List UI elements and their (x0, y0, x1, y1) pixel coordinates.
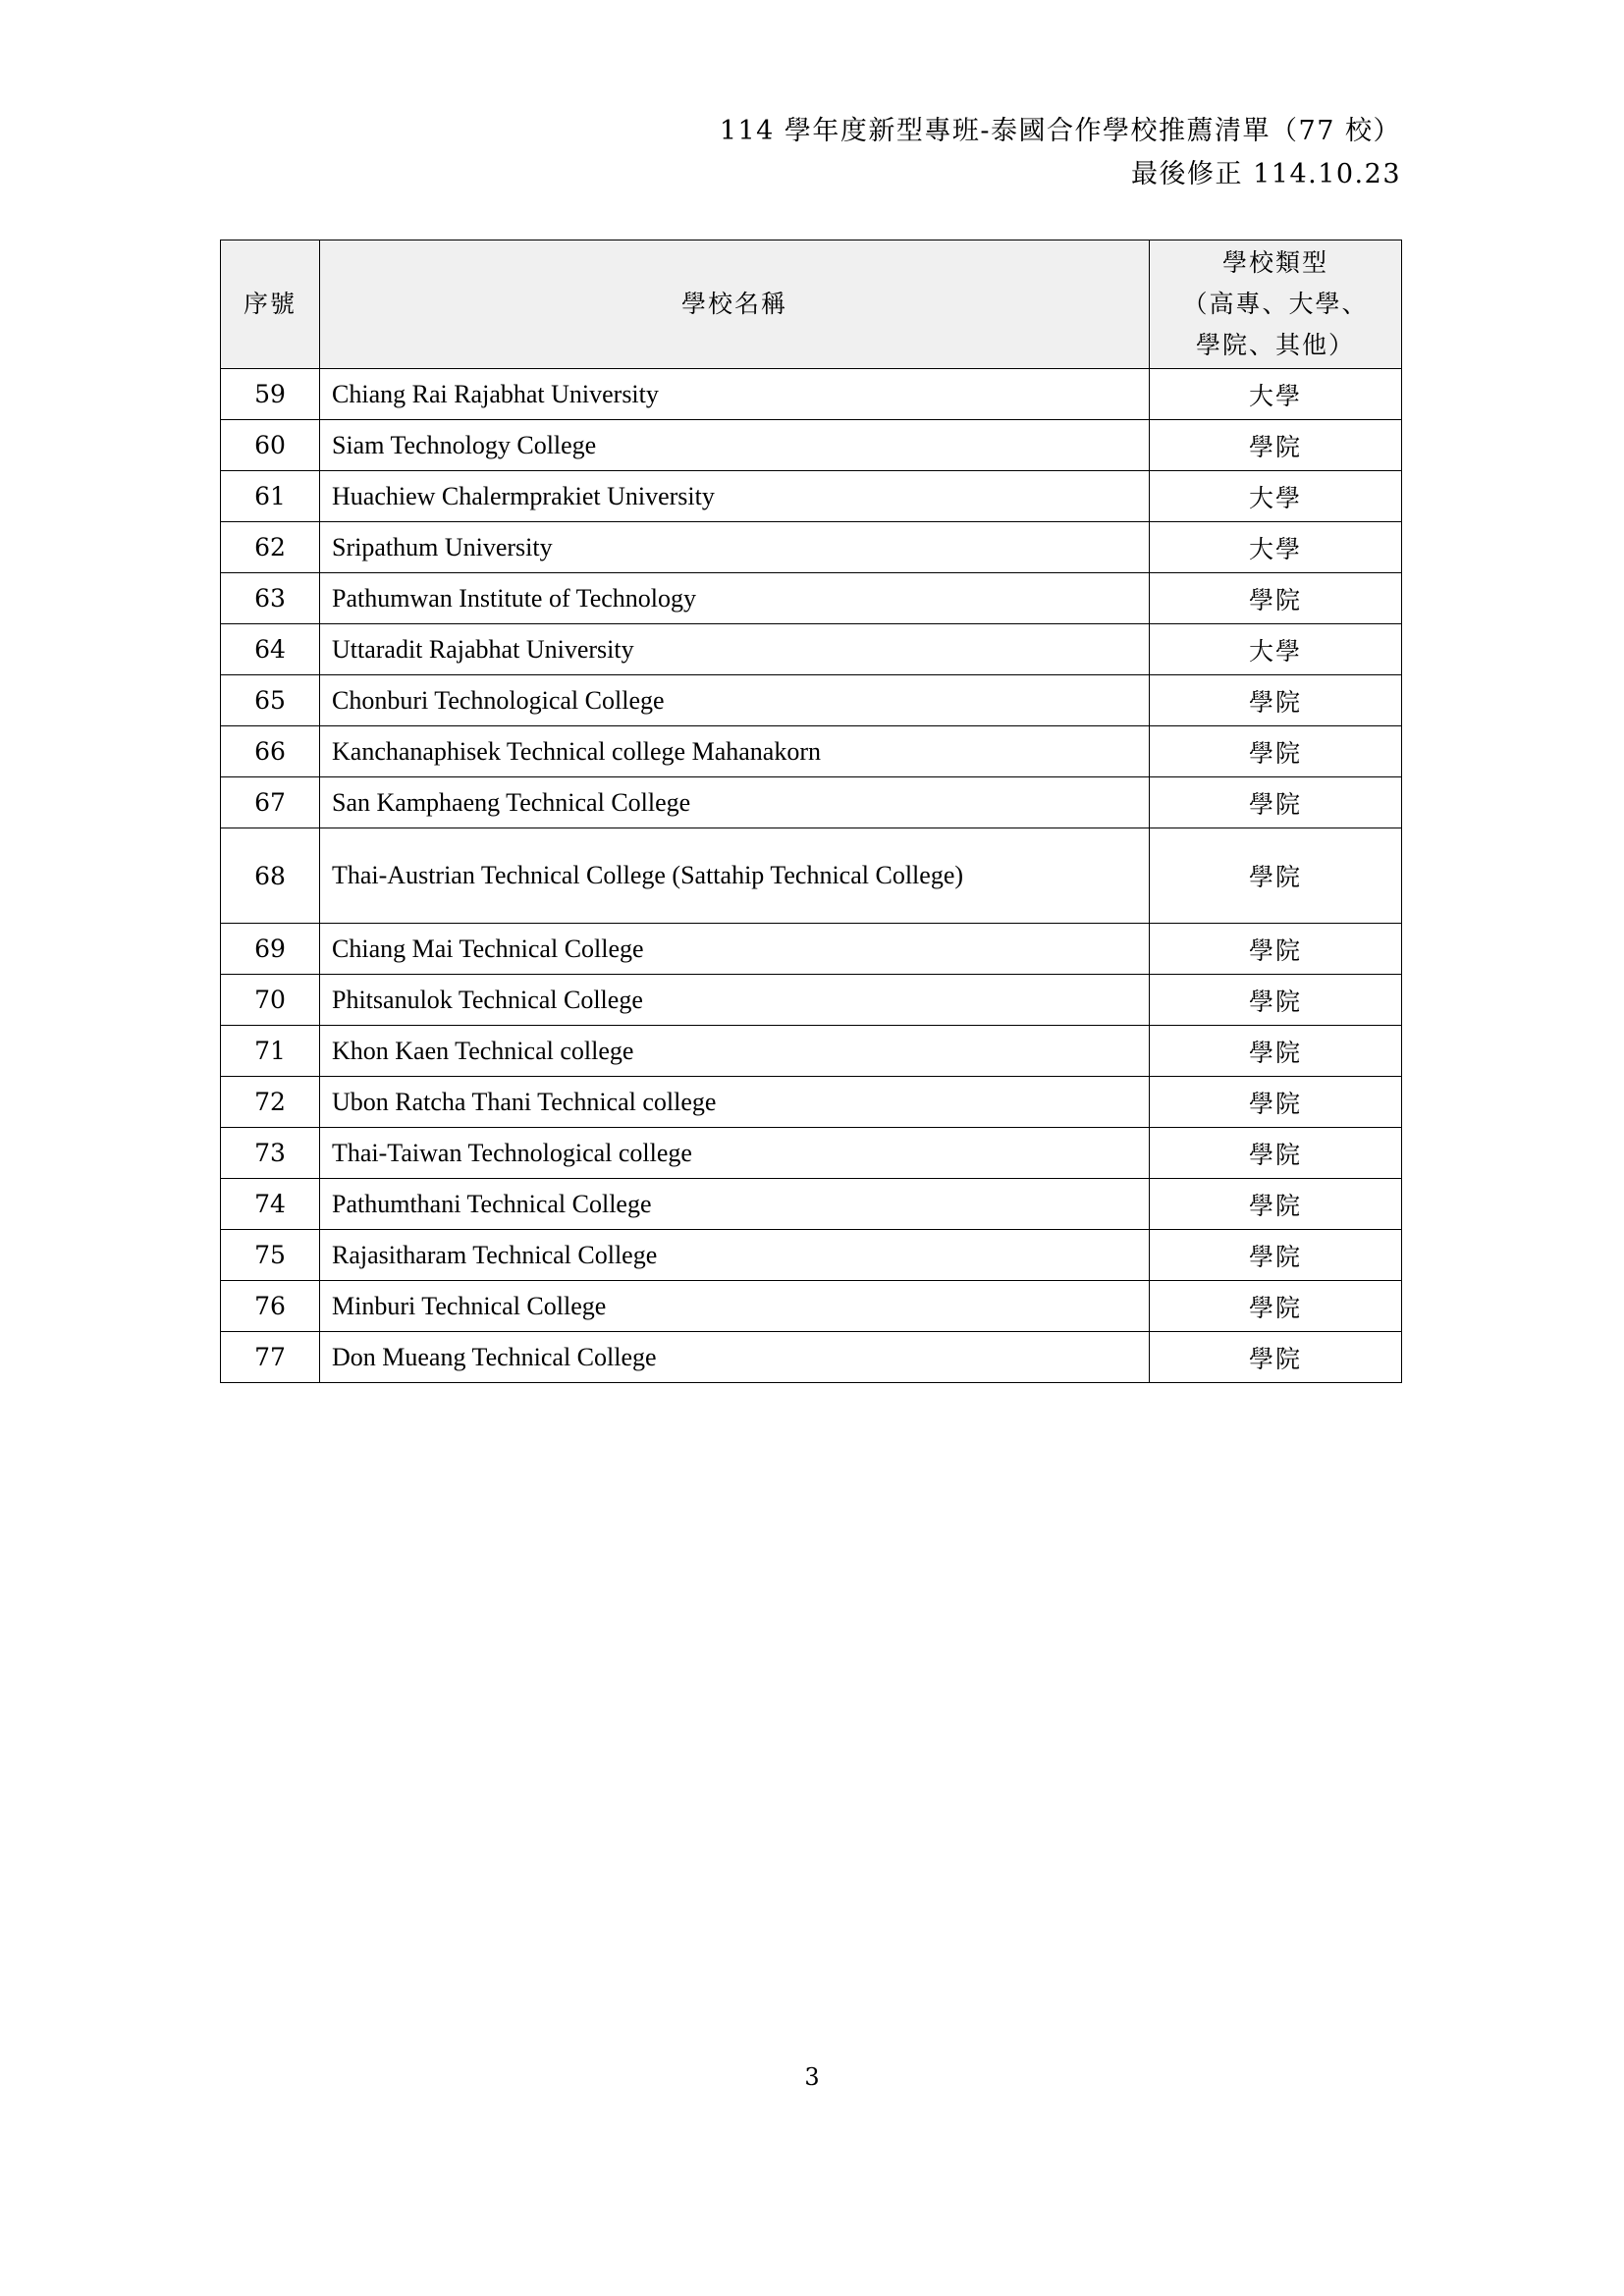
cell-row-number: 68 (221, 828, 320, 924)
table-row (221, 1179, 1402, 1230)
table-row (221, 828, 1402, 924)
cell-school-name: Pathumwan Institute of Technology (320, 573, 1150, 624)
header-revision-date: 最後修正 114.10.23 (1131, 159, 1401, 189)
cell-school-type: 學院 (1150, 1332, 1402, 1383)
cell-row-number: 75 (221, 1230, 320, 1281)
cell-row-number: 73 (221, 1128, 320, 1179)
cell-school-name: Khon Kaen Technical college (320, 1026, 1150, 1077)
cell-school-name: Chiang Mai Technical College (320, 924, 1150, 975)
cell-school-type: 學院 (1150, 420, 1402, 471)
cell-school-name: Thai-Austrian Technical College (Sattahip Technical College) (320, 828, 1150, 924)
cell-school-name: Thai-Taiwan Technological college (320, 1128, 1150, 1179)
table-row (221, 522, 1402, 573)
cell-school-type: 學院 (1150, 1077, 1402, 1128)
cell-school-name: Siam Technology College (320, 420, 1150, 471)
cell-row-number: 76 (221, 1281, 320, 1332)
cell-school-type: 學院 (1150, 975, 1402, 1026)
cell-school-type: 學院 (1150, 726, 1402, 777)
column-header-school-name: 學校名稱 (320, 240, 1150, 369)
cell-school-name: Huachiew Chalermprakiet University (320, 471, 1150, 522)
table-row (221, 369, 1402, 420)
cell-row-number: 64 (221, 624, 320, 675)
cell-row-number: 71 (221, 1026, 320, 1077)
header-title: 114 學年度新型專班-泰國合作學校推薦清單（77 校） (719, 116, 1401, 146)
cell-row-number: 63 (221, 573, 320, 624)
table-header-row (221, 240, 1402, 369)
school-list-table (220, 240, 1402, 1383)
cell-school-name: Kanchanaphisek Technical college Mahanakorn (320, 726, 1150, 777)
page-number: 3 (804, 2063, 820, 2091)
cell-school-type: 學院 (1150, 924, 1402, 975)
cell-school-name: Don Mueang Technical College (320, 1332, 1150, 1383)
cell-school-name: Rajasitharam Technical College (320, 1230, 1150, 1281)
table-row (221, 675, 1402, 726)
cell-school-name: Chonburi Technological College (320, 675, 1150, 726)
cell-school-name: Uttaradit Rajabhat University (320, 624, 1150, 675)
document-header (220, 110, 1401, 196)
cell-row-number: 69 (221, 924, 320, 975)
cell-school-type: 學院 (1150, 1179, 1402, 1230)
cell-row-number: 72 (221, 1077, 320, 1128)
school-list-table-wrapper (220, 240, 1401, 1383)
cell-row-number: 61 (221, 471, 320, 522)
table-row (221, 726, 1402, 777)
column-header-school-type-sub1: （高專、大學、 (1182, 290, 1369, 318)
table-row (221, 777, 1402, 828)
column-header-no: 序號 (221, 240, 320, 369)
table-row (221, 1332, 1402, 1383)
cell-school-type: 學院 (1150, 777, 1402, 828)
table-header (221, 240, 1402, 369)
cell-row-number: 62 (221, 522, 320, 573)
cell-row-number: 60 (221, 420, 320, 471)
column-header-school-type (1150, 240, 1402, 369)
cell-row-number: 66 (221, 726, 320, 777)
table-body (221, 369, 1402, 1383)
table-row (221, 975, 1402, 1026)
cell-school-type: 大學 (1150, 624, 1402, 675)
cell-school-type: 學院 (1150, 1281, 1402, 1332)
cell-school-type: 大學 (1150, 471, 1402, 522)
cell-row-number: 74 (221, 1179, 320, 1230)
table-row (221, 1077, 1402, 1128)
cell-school-name: Phitsanulok Technical College (320, 975, 1150, 1026)
cell-school-type: 學院 (1150, 573, 1402, 624)
cell-row-number: 59 (221, 369, 320, 420)
cell-row-number: 70 (221, 975, 320, 1026)
cell-school-name: Chiang Rai Rajabhat University (320, 369, 1150, 420)
cell-row-number: 77 (221, 1332, 320, 1383)
cell-school-type: 大學 (1150, 369, 1402, 420)
table-row (221, 924, 1402, 975)
table-row (221, 420, 1402, 471)
table-row (221, 1281, 1402, 1332)
cell-school-name: Sripathum University (320, 522, 1150, 573)
column-header-school-type-sub2: 學院、其他） (1195, 331, 1355, 359)
cell-school-type: 學院 (1150, 1128, 1402, 1179)
table-row (221, 573, 1402, 624)
cell-school-type: 學院 (1150, 1026, 1402, 1077)
cell-school-type: 學院 (1150, 828, 1402, 924)
table-row (221, 1128, 1402, 1179)
cell-school-type: 學院 (1150, 1230, 1402, 1281)
cell-row-number: 65 (221, 675, 320, 726)
cell-school-type: 學院 (1150, 675, 1402, 726)
table-row (221, 1230, 1402, 1281)
cell-school-name: Minburi Technical College (320, 1281, 1150, 1332)
cell-row-number: 67 (221, 777, 320, 828)
table-row (221, 471, 1402, 522)
table-row (221, 624, 1402, 675)
cell-school-name: Ubon Ratcha Thani Technical college (320, 1077, 1150, 1128)
column-header-school-type-main: 學校類型 (1221, 248, 1328, 277)
table-row (221, 1026, 1402, 1077)
cell-school-name: San Kamphaeng Technical College (320, 777, 1150, 828)
cell-school-type: 大學 (1150, 522, 1402, 573)
cell-school-name: Pathumthani Technical College (320, 1179, 1150, 1230)
